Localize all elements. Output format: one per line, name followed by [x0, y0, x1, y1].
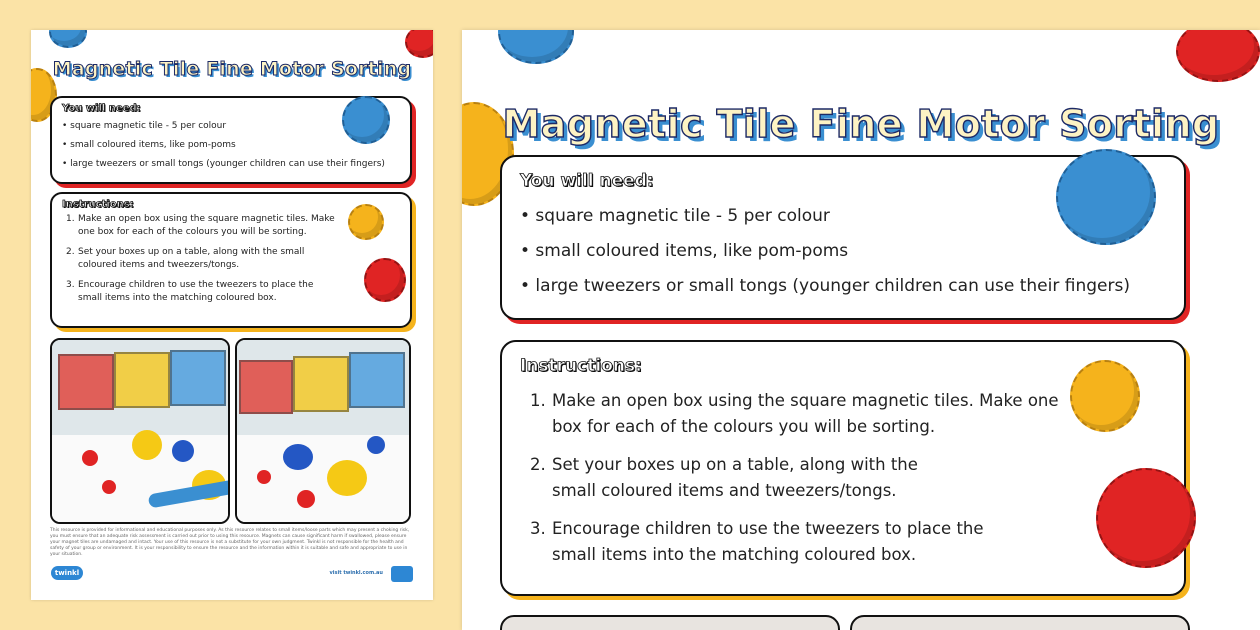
you-will-need-heading: You will need: [520, 171, 654, 191]
instructions-heading: Instructions: [520, 356, 642, 376]
footer-url: visit twinkl.com.au [329, 570, 383, 576]
list-item: • large tweezers or small tongs (younger children can use their fingers) [62, 159, 385, 169]
instruction-step: 2. Set your boxes up on a table, along with the small coloured items and tweezers/tongs. [530, 455, 918, 500]
you-will-need-heading: You will need: [62, 103, 141, 114]
instruction-step: 3. Encourage children to use the tweezers to place the small items into the matching coloured box. [66, 280, 314, 303]
list-item: • small coloured items, like pom-poms [62, 140, 236, 150]
yellow-pom-pom-decoration [348, 204, 384, 240]
instructions-box [500, 340, 1186, 596]
red-pom-pom-decoration [405, 30, 433, 58]
worksheet-zoomed [462, 30, 1260, 630]
blue-pom-pom-decoration [498, 30, 574, 64]
activity-photo-2 [235, 338, 411, 524]
activity-photo-2 [850, 615, 1190, 630]
red-pom-pom-decoration [1096, 468, 1196, 568]
blue-pom-pom-decoration [1056, 149, 1156, 245]
yellow-pom-pom-decoration [1070, 360, 1140, 432]
instruction-step: 2. Set your boxes up on a table, along with the small coloured items and tweezers/tongs. [66, 247, 305, 270]
instruction-step: 1. Make an open box using the square magnetic tiles. Make one box for each of the colours you will be sorting. [66, 214, 335, 237]
twinkl-logo: twinkl [51, 566, 83, 580]
instructions-heading: Instructions: [62, 199, 134, 210]
red-pom-pom-decoration [364, 258, 406, 302]
worksheet-thumbnail [31, 30, 433, 600]
list-item: • square magnetic tile - 5 per colour [520, 206, 830, 226]
you-will-need-box [500, 155, 1186, 320]
instruction-step: 3. Encourage children to use the tweezers to place the small items into the matching coloured box. [530, 519, 984, 564]
red-pom-pom-decoration [1176, 30, 1260, 82]
list-item: • small coloured items, like pom-poms [520, 241, 849, 261]
list-item: • square magnetic tile - 5 per colour [62, 121, 227, 131]
page-title: Magnetic Tile Fine Motor Sorting [502, 102, 1220, 146]
activity-photo-1 [500, 615, 840, 630]
instructions-box [50, 192, 412, 328]
blue-pom-pom-decoration [49, 30, 87, 48]
you-will-need-box [50, 96, 412, 184]
page-title: Magnetic Tile Fine Motor Sorting [52, 58, 412, 80]
instruction-step: 1. Make an open box using the square magnetic tiles. Make one box for each of the colours you will be sorting. [530, 391, 1059, 436]
blue-pom-pom-decoration [342, 96, 390, 144]
activity-photo-1 [50, 338, 230, 524]
twinkl-badge-icon [391, 566, 413, 582]
list-item: • large tweezers or small tongs (younger children can use their fingers) [520, 276, 1130, 296]
disclaimer-text: This resource is provided for informational and educational purposes only. As this resource relates to small items/loose parts which may present a choking risk, you must ensure that an adequate risk assessment is carried out prior to using this resource. Magnets can cause significant harm if swallowed, please ensure your magnet tiles are undamaged and intact. Your use of this resource is not a substitute for your own judgment. Twinkl is not responsible for the health and safety of your group or environment. It is your responsibility to ensure the resource and the information within it is suitable and safe and appropriate to use in your situation. [50, 528, 410, 557]
